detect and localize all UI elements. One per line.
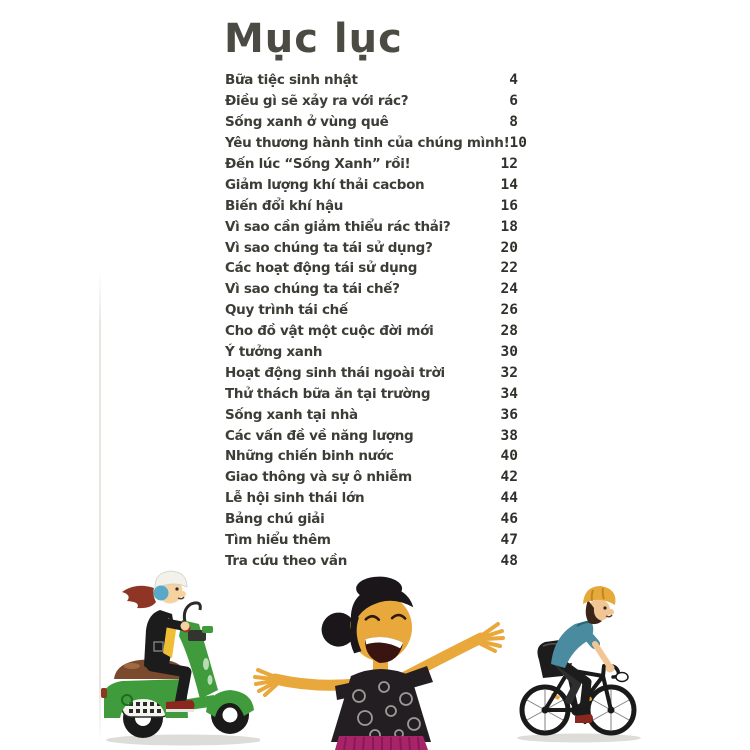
toc-entry-row (225, 362, 518, 383)
toc-entry-label: Tìm hiểu thêm (225, 532, 331, 549)
toc-entry-label: Vì sao chúng ta tái sử dụng? (225, 239, 433, 256)
toc-entry-label: Những chiến binh nước (225, 448, 394, 465)
toc-entry-page-number: 46 (500, 511, 518, 528)
toc-entry-page-number: 28 (500, 323, 518, 340)
toc-entry-page-number: 40 (500, 448, 518, 465)
bicycle-headlight (616, 673, 628, 682)
toc-entry-label: Điều gì sẽ xảy ra với rác? (225, 93, 409, 110)
toc-entry-page-number: 48 (500, 552, 518, 569)
toc-entry-page-number: 30 (500, 344, 518, 361)
toc-entry-row (225, 174, 518, 195)
toc-entry-row (225, 446, 518, 467)
toc-entry-row (225, 342, 518, 363)
toc-entry-row (225, 550, 518, 571)
toc-entry-page-number: 8 (509, 114, 518, 131)
toc-entry-page-number: 14 (500, 176, 518, 193)
toc-entry-label: Yêu thương hành tinh của chúng mình! (225, 135, 510, 152)
toc-entry-page-number: 32 (500, 364, 518, 381)
cyclist-rider (551, 586, 615, 723)
toc-entry-row (225, 279, 518, 300)
toc-entry-label: Quy trình tái chế (225, 302, 348, 319)
toc-entry-row (225, 258, 518, 279)
toc-entry-row (225, 133, 527, 154)
toc-entry-row (225, 383, 518, 404)
girl-head (319, 576, 418, 667)
toc-entry-row (225, 404, 518, 425)
toc-entry-row (225, 300, 518, 321)
toc-entry-label: Biến đổi khí hậu (225, 197, 344, 214)
toc-entry-page-number: 44 (500, 490, 518, 507)
toc-entry-row (225, 488, 518, 509)
cyclist-illustration (511, 582, 655, 750)
toc-entry-page-number: 38 (500, 427, 518, 444)
toc-entry-page-number: 10 (509, 135, 527, 152)
toc-entry-page-number: 12 (500, 156, 518, 172)
rider-helmet-earflap (154, 586, 169, 601)
cyclist-hand (606, 664, 615, 673)
toc-entry-label: Ý tưởng xanh (225, 344, 323, 361)
toc-entry-label: Bữa tiệc sinh nhật (225, 72, 358, 89)
toc-entry-label: Cho đồ vật một cuộc đời mới (225, 323, 434, 340)
toc-entry-row (225, 530, 518, 551)
toc-entry-page-number: 4 (509, 72, 518, 89)
toc-entry-page-number: 26 (500, 302, 518, 319)
toc-entry-page-number: 34 (500, 385, 518, 402)
toc-entry-page-number: 22 (500, 260, 518, 277)
toc-entry-row (225, 91, 518, 112)
toc-entry-label: Vì sao chúng ta tái chế? (225, 281, 400, 298)
toc-entry-row (225, 237, 518, 258)
toc-entry-page-number: 18 (500, 218, 518, 235)
rider-arm (162, 622, 182, 626)
girl-dress (331, 666, 433, 742)
scooter-shadow (106, 735, 260, 746)
toc-entry-label: Các hoạt động tái sử dụng (225, 260, 418, 277)
toc-entry-label: Thử thách bữa ăn tại trường (225, 385, 431, 402)
toc-entry-label: Vì sao cần giảm thiểu rác thải? (225, 218, 451, 235)
toc-entry-label: Bảng chú giải (225, 511, 325, 528)
toc-entry-page-number: 36 (500, 406, 518, 423)
toc-entry-row (225, 321, 518, 342)
toc-entry-row (225, 154, 518, 175)
page-title: Mục lục (224, 16, 403, 62)
rider-hair (122, 586, 156, 608)
cyclist-shadow (517, 734, 641, 743)
toc-entry-label: Giảm lượng khí thải cacbon (225, 176, 425, 193)
table-of-contents (225, 70, 527, 571)
toc-entry-label: Các vấn đề về năng lượng (225, 427, 414, 444)
toc-entry-row (225, 70, 518, 91)
toc-entry-label: Sống xanh ở vùng quê (225, 114, 389, 131)
toc-entry-page-number: 42 (500, 469, 518, 486)
toc-entry-page-number: 47 (500, 532, 518, 549)
toc-entry-row (225, 216, 518, 237)
toc-entry-page-number: 16 (500, 197, 518, 214)
toc-entry-page-number: 20 (500, 239, 518, 256)
toc-entry-row (225, 195, 518, 216)
toc-entry-row (225, 509, 518, 530)
toc-entry-label: Giao thông và sự ô nhiễm (225, 469, 412, 486)
girl-illustration (253, 576, 515, 750)
toc-entry-row (225, 467, 518, 488)
toc-entry-page-number: 6 (509, 93, 518, 110)
toc-entry-label: Đến lúc “Sống Xanh” rồi! (225, 156, 411, 172)
girl-skirt (335, 736, 428, 750)
scooter-rider-illustration (96, 568, 260, 750)
toc-entry-row (225, 112, 518, 133)
toc-entry-page-number: 24 (500, 281, 518, 298)
toc-entry-label: Tra cứu theo vần (225, 552, 348, 569)
toc-entry-label: Sống xanh tại nhà (225, 406, 358, 423)
toc-entry-label: Hoạt động sinh thái ngoài trời (225, 364, 445, 381)
toc-entry-label: Lễ hội sinh thái lớn (225, 490, 365, 507)
toc-entry-row (225, 425, 518, 446)
